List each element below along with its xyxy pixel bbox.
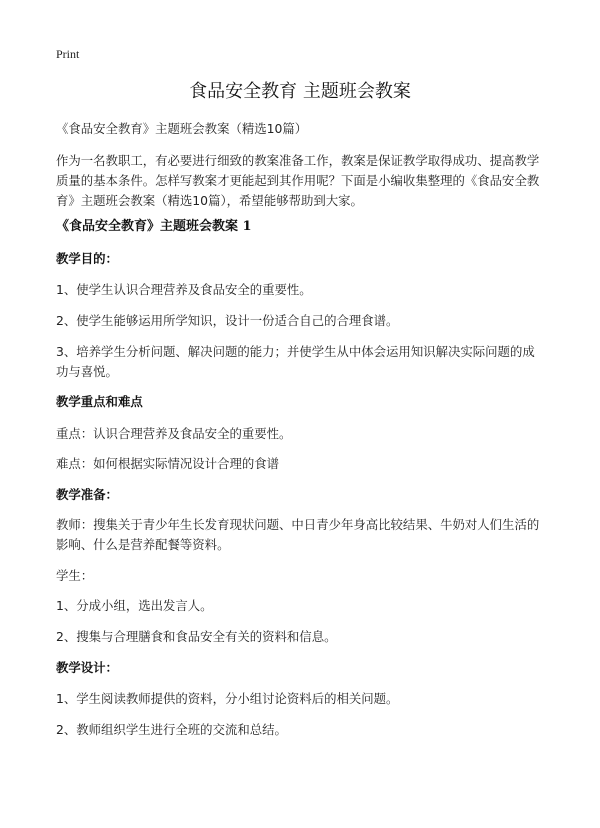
intro-paragraph: 作为一名教职工，有必要进行细致的教案准备工作，教案是保证教学取得成功、提高教学质量的基本条件。怎样写教案才更能起到其作用呢？下面是小编收集整理的《食品安全教育》主题班会教案（精选10篇），希望能够帮助到大家。 [56,153,540,208]
design-item: 2、教师组织学生进行全班的交流和总结。 [56,722,287,737]
key-point-difficulty: 难点：如何根据实际情况设计合理的食谱 [56,456,280,471]
preparation-item: 1、分成小组，选出发言人。 [56,598,213,613]
lesson-heading: 《食品安全教育》主题班会教案 1 [56,219,252,234]
design-item: 1、学生阅读教师提供的资料，分小组讨论资料后的相关问题。 [56,691,399,706]
teacher-preparation: 教师：搜集关于青少年生长发育现状问题、中日青少年身高比较结果、牛奶对人们生活的影响、什么是营养配餐等资料。 [56,517,540,552]
preparation-heading: 教学准备： [56,487,118,502]
print-link[interactable]: Print [56,47,80,61]
key-point-focus: 重点：认识合理营养及食品安全的重要性。 [56,426,292,441]
key-points-heading: 教学重点和难点 [56,394,143,409]
objective-item: 2、使学生能够运用所学知识，设计一份适合自己的合理食谱。 [56,313,399,328]
students-label: 学生： [56,568,94,583]
document-title: 食品安全教育 主题班会教案 [189,81,411,102]
objective-item: 3、培养学生分析问题、解决问题的能力；并使学生从中体会运用知识解决实际问题的成功与喜悦。 [56,344,535,379]
document-subtitle: 《食品安全教育》主题班会教案（精选10篇） [56,121,308,136]
design-heading: 教学设计： [56,660,118,675]
objective-item: 1、使学生认识合理营养及食品安全的重要性。 [56,282,312,297]
preparation-item: 2、搜集与合理膳食和食品安全有关的资料和信息。 [56,629,337,644]
objectives-heading: 教学目的： [56,251,118,266]
